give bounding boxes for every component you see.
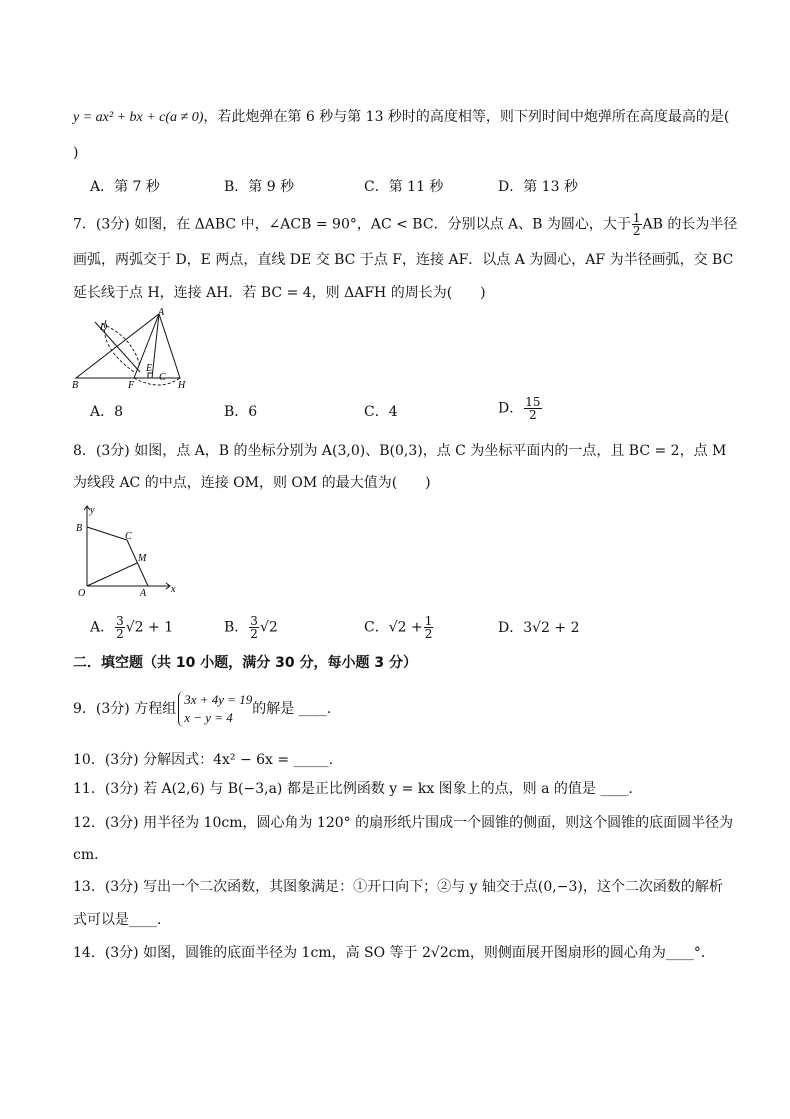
q8-segment-bc xyxy=(87,527,127,540)
q7-option-d-fraction xyxy=(524,396,541,421)
q8-option-a xyxy=(90,615,173,640)
q12-line-1: 12．(3分) 用半径为 10cm，圆心角为 120° 的扇形纸片围成一个圆锥的侧面，则这个圆锥的底面圆半径为 xyxy=(73,815,734,831)
q7-arc-from-b xyxy=(102,324,140,366)
q9-equation-system xyxy=(178,691,252,727)
q8-option-d: D．3√2 + 2 xyxy=(498,620,580,636)
q8-label-m: M xyxy=(138,553,147,564)
q12-line-2: cm． xyxy=(73,847,109,863)
q7-label-c: C xyxy=(159,372,166,383)
q7-option-c: C．4 xyxy=(364,404,398,420)
q9-line xyxy=(73,689,331,729)
q10-line: 10．(3分) 分解因式：4x² − 6x = _____. xyxy=(73,752,334,768)
q6-formula: y = ax² + bx + c(a ≠ 0) xyxy=(73,110,204,125)
q13-line-1: 13．(3分) 写出一个二次函数，其图象满足：①开口向下；②与 y 轴交于点(0,−3)，这个二次函数的解析 xyxy=(73,879,723,895)
q8-label-a: A xyxy=(140,588,147,598)
q7-frac-den: 2 xyxy=(632,224,641,238)
q8-label-o: O xyxy=(78,588,86,598)
q7-label-h: H xyxy=(178,380,186,388)
q11-line: 11．(3分) 若 A(2,6) 与 B(−3,a) 都是正比例函数 y = kx 图象上的点，则 a 的值是 ____. xyxy=(73,781,633,797)
q7-option-d-label: D． xyxy=(498,400,524,417)
q8-label-b: B xyxy=(76,523,83,534)
q8-option-c-num: 1 xyxy=(424,614,433,628)
q7-arc-fh xyxy=(134,378,180,385)
q7-label-f: F xyxy=(128,380,135,388)
q8-option-c-label: C．√2 + xyxy=(364,619,423,636)
q8-line-1: 8．(3分) 如图，点 A，B 的坐标分别为 A(3,0)、B(0,3)，点 C 为坐标平面内的一点，且 BC = 2，点 M xyxy=(73,443,727,459)
q7-arc-from-a xyxy=(105,320,134,372)
q7-line-2: 画弧，两弧交于 D，E 两点，直线 DE 交 BC 于点 F，连接 AF．以点 A 为圆心，AF 为半径画弧，交 BC xyxy=(73,252,734,268)
q6-option-b: B．第 9 秒 xyxy=(224,179,295,195)
q8-option-c-fraction xyxy=(424,615,434,640)
q8-option-b-den: 2 xyxy=(250,627,258,641)
q7-line-1 xyxy=(73,212,737,237)
q7-option-d-den: 2 xyxy=(529,408,537,422)
q7-label-a: A xyxy=(158,307,165,318)
q8-label-c: C xyxy=(125,531,132,542)
q13-line-2: 式可以是____. xyxy=(73,912,162,928)
q8-option-b-label: B． xyxy=(224,619,249,636)
q7-option-a: A．8 xyxy=(90,404,124,420)
section-heading: 二．填空题（共 10 小题，满分 30 分，每小题 3 分） xyxy=(73,655,417,671)
q9-prefix: 9．(3分) 方程组 xyxy=(73,701,177,717)
q8-option-c-den: 2 xyxy=(424,627,433,641)
q8-option-a-tail: √2 + 1 xyxy=(125,619,174,636)
q14-line: 14．(3分) 如图，圆锥的底面半径为 1cm，高 SO 等于 2√2cm，则侧面展开图扇形的圆心角为____°． xyxy=(73,945,715,961)
q6-line-2: ) xyxy=(73,145,79,161)
q7-triangle xyxy=(76,314,180,378)
q7-label-e: E xyxy=(146,363,153,374)
q8-line-2: 为线段 AC 的中点，连接 OM，则 OM 的最大值为( ) xyxy=(73,475,431,491)
q8-option-a-den: 2 xyxy=(116,627,124,641)
q7-frac-num: 1 xyxy=(632,211,641,225)
q9-equation-2: x − y = 4 xyxy=(184,710,233,725)
q7-option-d xyxy=(498,396,543,421)
q8-option-a-num: 3 xyxy=(116,614,124,628)
q7-line-3: 延长线于点 H，连接 AH．若 BC = 4，则 ΔAFH 的周长为( ) xyxy=(73,285,486,301)
q6-option-a: A．第 7 秒 xyxy=(90,179,160,195)
q8-figure xyxy=(72,502,182,598)
q8-option-b-tail: √2 xyxy=(259,619,278,636)
q6-option-d: D．第 13 秒 xyxy=(498,179,578,195)
q9-suffix: 的解是 ____. xyxy=(252,701,332,717)
q7-figure xyxy=(70,306,200,388)
q7-half-fraction xyxy=(632,212,642,237)
q8-segment-om xyxy=(87,563,137,586)
q7-label-d: D xyxy=(100,322,108,333)
q8-option-a-fraction xyxy=(115,615,125,640)
q7-option-b: B．6 xyxy=(224,404,258,420)
q9-equation-1: 3x + 4y = 19 xyxy=(184,692,253,707)
q8-label-x: x xyxy=(171,584,176,595)
q8-option-c xyxy=(364,615,434,640)
q8-label-y: y xyxy=(90,505,95,516)
q8-option-b-num: 3 xyxy=(250,614,258,628)
q8-option-a-label: A． xyxy=(90,619,115,636)
q7-label-b: B xyxy=(72,380,79,388)
q6-line-1 xyxy=(73,107,729,128)
q8-option-b-fraction xyxy=(249,615,259,640)
q7-option-d-num: 15 xyxy=(525,395,541,409)
q8-option-b xyxy=(224,615,278,640)
q6-option-c: C．第 11 秒 xyxy=(364,179,444,195)
q6-text: ，若此炮弹在第 6 秒与第 13 秒时的高度相等，则下列时间中炮弹所在高度最高的是( xyxy=(203,109,730,125)
q7-text-a: 7．(3分) 如图，在 ΔABC 中，∠ACB = 90°，AC < BC．分别以点 A、B 为圆心，大于 xyxy=(73,216,631,233)
q7-text-b: AB 的长为半径 xyxy=(642,216,738,233)
